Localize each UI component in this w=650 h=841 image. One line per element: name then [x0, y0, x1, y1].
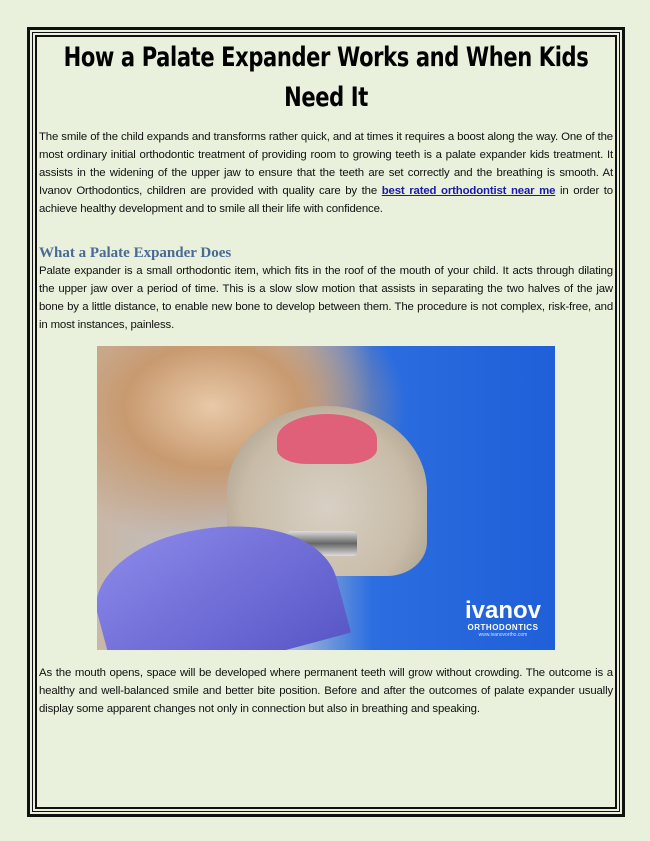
section-paragraph: Palate expander is a small orthodontic item, which fits in the roof of the mouth of your child. It acts through dilating the upper jaw over a period of time. This is a slow slow motion that assists in separating the two halves of the jaw bone by a little distance, to enable new bone to develop between them. The procedure is not complex, risk-free, and in most instances, painless.	[39, 265, 613, 331]
logo-brand: ivanov	[464, 597, 541, 624]
section-heading: What a Palate Expander Does	[39, 245, 232, 261]
intro-text: The smile of the child expands and transforms rather quick, and at times it requires a boost along the way. One of the most ordinary initial orthodontic treatment of providing room to growing teeth is a palate expander kids treatment. It assists in the widening of the upper jaw to ensure that the teeth are set correctly and the breathing is smooth. At Ivanov Orthodontics, children are provided with quality care by the	[39, 131, 613, 197]
orthodontist-link[interactable]: best rated orthodontist near me	[381, 185, 556, 197]
intro-text-end: in order to achieve healthy development and to smile all their life with confidence.	[39, 185, 613, 215]
closing-paragraph: As the mouth opens, space will be developed where permanent teeth will grow without crowding. The outcome is a healthy and well-balanced smile and better bite position. Before and after the outcomes of palate expander usually display some apparent changes not only in connection but also in breathing and speaking.	[39, 667, 613, 715]
logo-url: www.ivanovortho.com	[478, 632, 528, 638]
ivanov-logo	[465, 599, 541, 638]
page-title: How a Palate Expander Works and When Kids Need It	[63, 42, 589, 113]
document-body	[39, 38, 613, 718]
palate-expander-photo	[97, 346, 555, 650]
logo-sub: ORTHODONTICS	[467, 623, 539, 632]
intro-paragraph	[39, 128, 613, 218]
